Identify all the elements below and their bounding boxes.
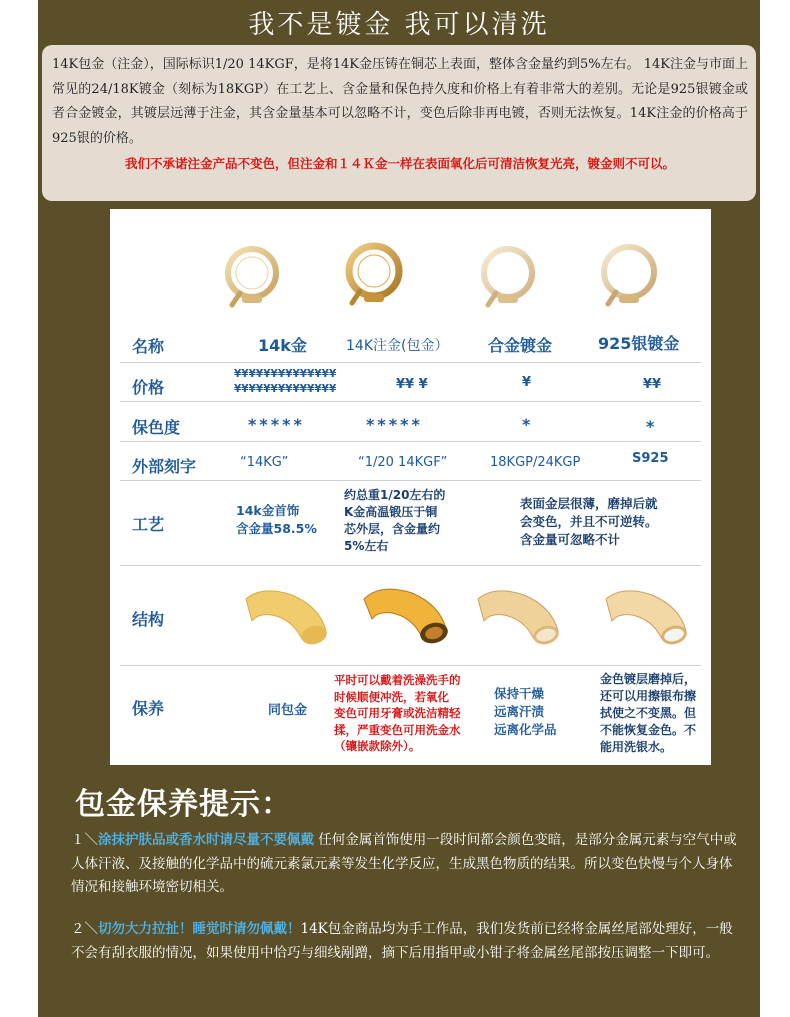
- product-name-14k: 14k金: [258, 336, 307, 355]
- price-925: ¥¥: [643, 377, 662, 392]
- row-label-structure: 结构: [132, 610, 165, 629]
- row-label-mark: 外部刻字: [132, 457, 197, 476]
- structure-14k-solid-icon: [242, 579, 338, 647]
- tip-2-prefix: ２＼: [71, 921, 98, 937]
- intro-box: [42, 45, 756, 201]
- product-name-14kgf: 14K注金(包金）: [346, 338, 449, 354]
- row-divider: [120, 362, 701, 363]
- row-divider: [120, 401, 701, 402]
- ring-14k-icon: [218, 239, 286, 311]
- craft-14k: 14k金首饰 含金量58.5%: [236, 503, 317, 536]
- row-label-color: 保色度: [132, 418, 181, 437]
- color-alloy: *: [522, 415, 531, 434]
- mark-alloy: 18KGP/24KGP: [490, 455, 581, 470]
- structure-alloy-plated-icon: [474, 579, 570, 647]
- structure-925-plated-icon: [602, 579, 698, 647]
- craft-plated: 表面金层很薄，磨掉后就 会变色，并且不可逆转。 含金量可忽略不计: [520, 496, 658, 547]
- care-alloy: 保持干燥 远离汗渍 远离化学品: [494, 686, 557, 737]
- page-title: 我不是镀金 我可以清洗: [248, 10, 550, 40]
- row-label-care: 保养: [132, 699, 165, 718]
- row-divider: [120, 441, 701, 442]
- price-alloy: ¥: [522, 375, 532, 390]
- mark-14k: “14KG”: [240, 455, 289, 470]
- product-name-925: 925银镀金: [598, 334, 680, 353]
- comparison-table: [110, 209, 711, 765]
- row-divider: [120, 565, 701, 566]
- intro-warning: 我们不承诺注金产品不变色，但注金和１４Ｋ金一样在表面氧化后可清洁恢复光亮，镀金则不可以。: [124, 156, 675, 171]
- product-name-alloy: 合金镀金: [488, 336, 553, 355]
- care-14kgf: 平时可以戴着洗澡洗手的 时候顺便冲洗，若氧化 变色可用牙膏或洗洁精轻 揉，严重变色可用洗金水 （镶嵌款除外）。: [334, 673, 461, 753]
- color-925: *: [646, 417, 655, 436]
- price-14k: ¥¥¥¥¥¥¥¥¥¥¥¥¥¥ ¥¥¥¥¥¥¥¥¥¥¥¥¥¥: [234, 368, 337, 395]
- row-label-name: 名称: [132, 337, 165, 356]
- page-panel: [38, 0, 760, 1017]
- row-divider: [120, 665, 701, 666]
- craft-14kgf: 约总重1/20左右的 K金高温锻压于铜 芯外层，含金量约 5%左右: [344, 488, 446, 553]
- care-14k: 同包金: [268, 703, 308, 718]
- color-14kgf: *****: [366, 415, 423, 434]
- row-divider: [120, 480, 701, 481]
- intro-text: 14K包金（注金），国际标识1/20 14KGF，是将14K金压铸在铜芯上表面，整体含金量约到5%左右。 14K注金与市面上常见的24/18K镀金（刻标为18KGP）在工艺上、含金量和保色持久度和价格上有着非常大的差别。无论是925银镀金或者合金镀金，其镀层远薄于注金，其含金量基本可以忽略不计，变色后除非再电镀，否则无法恢复。14K注金的价格高于925银的价格。: [52, 57, 749, 146]
- tip-2: [71, 918, 743, 965]
- tip-1-prefix: １＼: [71, 832, 98, 848]
- tip-1: [71, 829, 743, 900]
- ring-alloy-icon: [474, 239, 542, 311]
- mark-925: S925: [632, 451, 669, 466]
- structure-14kgf-layered-icon: [360, 577, 458, 647]
- ring-14kgf-icon: [338, 235, 410, 311]
- tips-heading: 包金保养提示：: [75, 787, 292, 822]
- left-margin: [0, 0, 38, 1017]
- row-label-craft: 工艺: [132, 515, 165, 534]
- tip-2-text: 14K包金商品均为手工作品，我们发货前已经将金属丝尾部处理好，一般不会有刮衣服的情况，如果使用中恰巧与细线剐蹭，摘下后用指甲或小钳子将金属丝尾部按压调整一下即可。: [71, 921, 733, 961]
- tip-2-highlight: 切勿大力拉扯！睡觉时请勿佩戴！: [98, 921, 301, 937]
- care-925: 金色镀层磨掉后， 还可以用擦银布擦 拭使之不变黑。但 不能恢复金色。不 能用洗银水。: [600, 672, 697, 754]
- color-14k: *****: [248, 415, 305, 434]
- mark-14kgf: “1/20 14KGF”: [358, 455, 448, 470]
- ring-925-icon: [594, 237, 664, 311]
- tip-1-text: 任何金属首饰使用一段时间都会颜色变暗，是部分金属元素与空气中或人体汗液、及接触的化学品中的硫元素氯元素等发生化学反应，生成黑色物质的结果。所以变色快慢与个人身体情况和接触环境密切相关。: [71, 832, 737, 895]
- tip-1-highlight: 涂抹护肤品或香水时请尽量不要佩戴: [98, 832, 314, 848]
- price-14kgf: ¥¥ ¥: [396, 377, 428, 392]
- row-label-price: 价格: [132, 378, 165, 397]
